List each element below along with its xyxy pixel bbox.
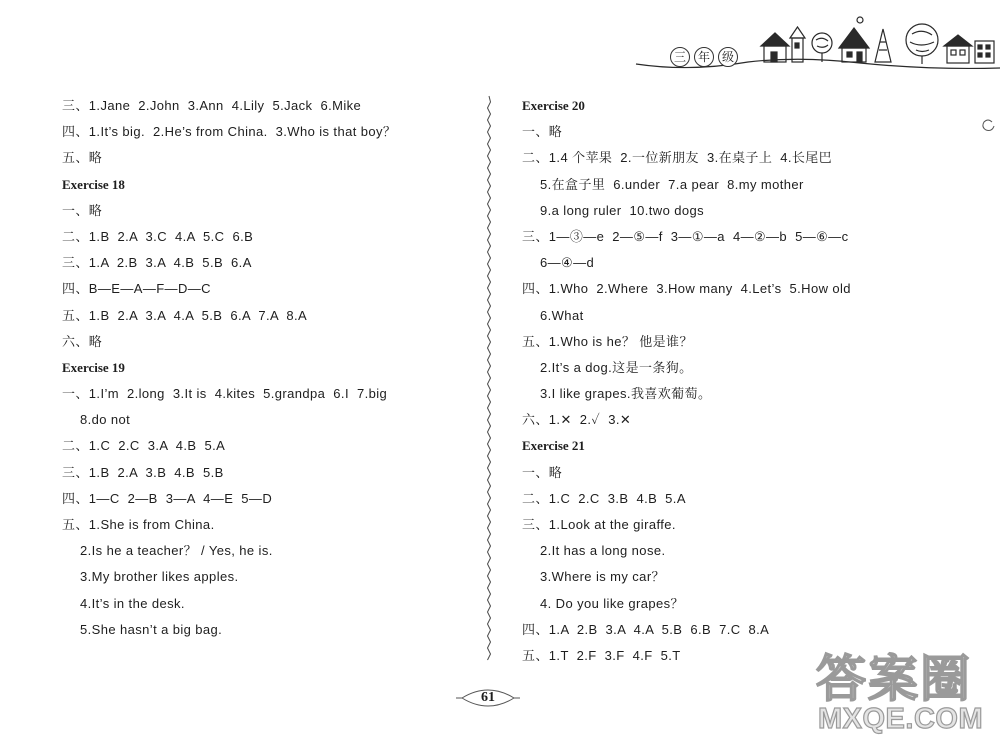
- column-divider: [488, 96, 491, 660]
- answer-line: 2.It has a long nose.: [540, 543, 666, 559]
- answer-line: 五、略: [62, 150, 103, 166]
- answer-line: 二、1.B 2.A 3.C 4.A 5.C 6.B: [62, 228, 254, 244]
- answer-line: 3.Where is my car？: [540, 569, 665, 585]
- right-column: [522, 93, 982, 669]
- grade-badge: [670, 47, 738, 67]
- answer-line: 二、1.4 个苹果 2.一位新朋友 3.在桌子上 4.长尾巴: [522, 150, 833, 166]
- answer-line: 一、1.I’m 2.long 3.It is 4.kites 5.grandpa 6.I 7.big: [62, 386, 388, 402]
- answer-line: 五、1.She is from China.: [62, 517, 215, 532]
- answer-line: 二、1.C 2.C 3.A 4.B 5.A: [62, 438, 226, 454]
- answer-line: 四、1.Who 2.Where 3.How many 4.Let’s 5.How old: [522, 281, 851, 297]
- answer-line: 三、1.A 2.B 3.A 4.B 5.B 6.A: [62, 255, 252, 271]
- watermark-brand: 答案圈: [816, 651, 972, 707]
- answer-line: 一、略: [62, 202, 103, 218]
- answer-line: 四、1.It’s big. 2.He’s from China. 3.Who is that boy？: [62, 124, 397, 140]
- answer-line: 二、1.C 2.C 3.B 4.B 5.A: [522, 490, 686, 506]
- exercise-heading: Exercise 19: [62, 359, 125, 375]
- answer-line: 三、1.B 2.A 3.B 4.B 5.B: [62, 464, 224, 480]
- answer-line: 5.She hasn’t a big bag.: [80, 621, 223, 637]
- answer-line: 三、1—③—e 2—⑤—f 3—①—a 4—②—b 5—⑥—c: [522, 228, 849, 244]
- page-number: 61: [481, 690, 495, 705]
- answer-line: 一、略: [522, 124, 563, 140]
- left-column: [62, 93, 477, 643]
- answer-line: 5.在盒子里 6.under 7.a pear 8.my mother: [540, 176, 804, 192]
- grade-char: 年: [694, 47, 714, 67]
- exercise-heading: Exercise 21: [522, 438, 585, 454]
- grade-char: 三: [670, 47, 690, 67]
- answer-line: 六、略: [62, 333, 103, 349]
- watermark-url: MXQE.COM: [818, 703, 984, 735]
- answer-line: 四、1.A 2.B 3.A 4.A 5.B 6.B 7.C 8.A: [522, 621, 770, 637]
- swirl-icon: [983, 120, 994, 131]
- answer-line: 三、1.Jane 2.John 3.Ann 4.Lily 5.Jack 6.Mike: [62, 98, 362, 113]
- answer-line: 五、1.Who is he？ 他是谁？: [522, 333, 693, 349]
- answer-line: 3.I like grapes.我喜欢葡萄。: [540, 386, 712, 402]
- answer-line: 五、1.B 2.A 3.A 4.A 5.B 6.A 7.A 8.A: [62, 307, 308, 323]
- answer-line: 一、略: [522, 464, 563, 480]
- answer-line: 2.It’s a dog.这是一条狗。: [540, 359, 693, 375]
- answer-line: 6.What: [540, 307, 584, 323]
- answer-line: 8.do not: [80, 412, 131, 428]
- answer-line: 9.a long ruler 10.two dogs: [540, 202, 705, 218]
- grade-char: 级: [718, 47, 738, 67]
- answer-line: 六、1.✕ 2.✓ 3.✕: [522, 412, 632, 428]
- answer-line: 五、1.T 2.F 3.F 4.F 5.T: [522, 647, 681, 663]
- answer-line: 3.My brother likes apples.: [80, 569, 239, 585]
- answer-line: 四、B—E—A—F—D—C: [62, 281, 211, 297]
- answer-line: 6—④—d: [540, 255, 595, 271]
- answer-line: 四、1—C 2—B 3—A 4—E 5—D: [62, 490, 273, 506]
- answer-line: 2.Is he a teacher？ / Yes, he is.: [80, 543, 273, 559]
- answer-line: 4. Do you like grapes？: [540, 595, 684, 611]
- answer-line: 三、1.Look at the giraffe.: [522, 517, 676, 532]
- exercise-heading: Exercise 20: [522, 98, 585, 113]
- exercise-heading: Exercise 18: [62, 176, 125, 192]
- answer-line: 4.It’s in the desk.: [80, 595, 185, 611]
